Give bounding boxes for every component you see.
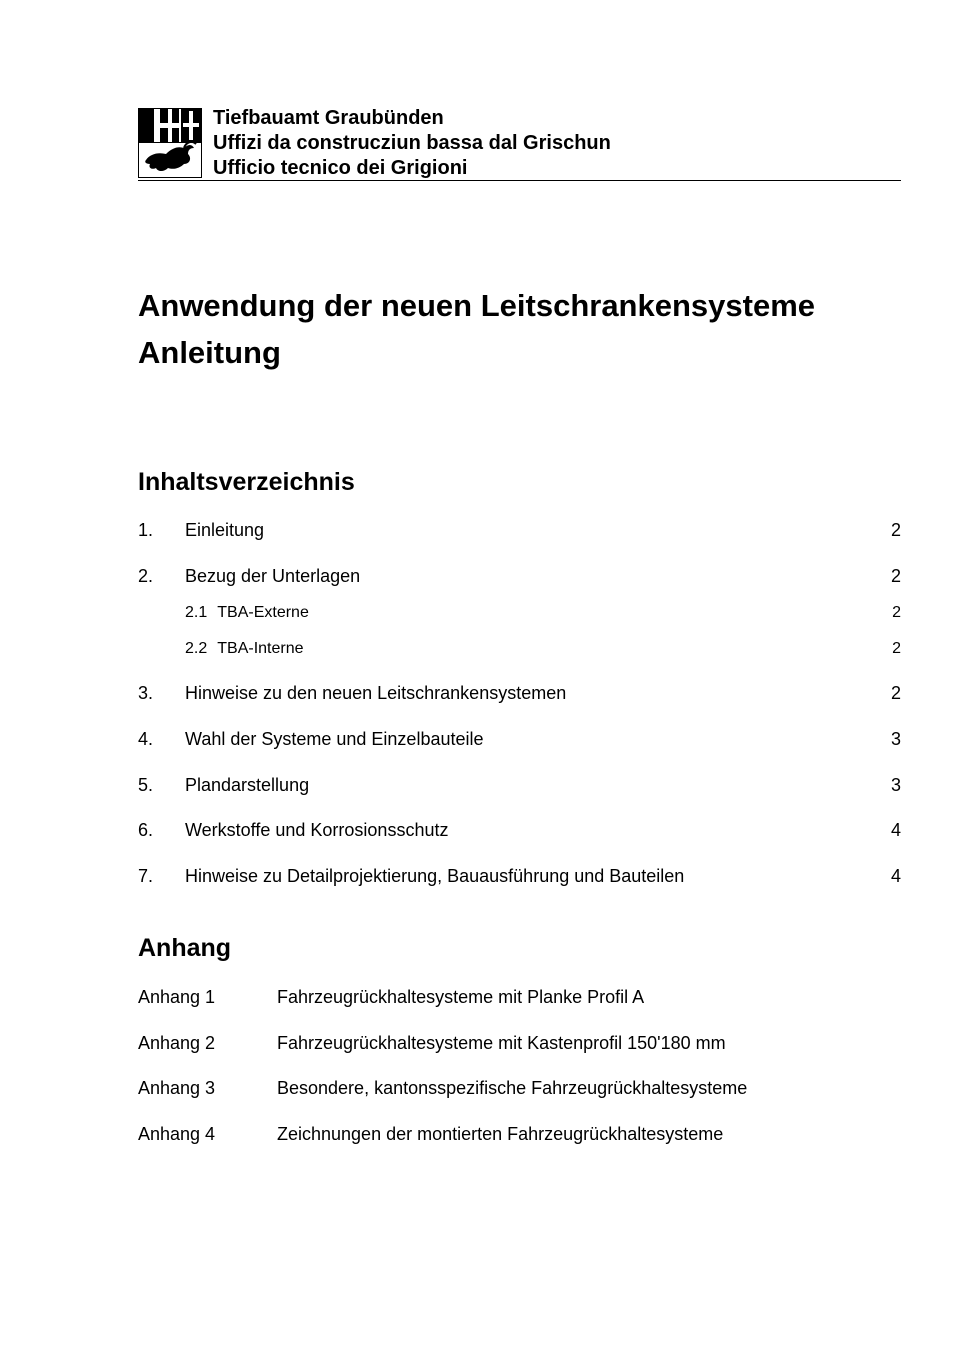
toc-entry[interactable] — [138, 727, 901, 751]
toc-entry-page: 3 — [890, 729, 901, 749]
toc-subentry-title — [185, 601, 309, 625]
toc-subentry-page: 2 — [892, 640, 901, 657]
annex-entry-label: Anhang 1 — [138, 987, 216, 1007]
annex-entry[interactable] — [138, 1122, 901, 1146]
toc-entry-title: Bezug der Unterlagen — [185, 566, 361, 586]
toc-entry[interactable] — [138, 773, 901, 797]
annex-entry-label: Anhang 3 — [138, 1078, 216, 1098]
toc-entry-page: 4 — [890, 866, 901, 886]
annex-heading: Anhang — [138, 934, 232, 962]
annex-entry-label: Anhang 4 — [138, 1124, 216, 1144]
toc-entry-number: 6. — [138, 820, 154, 840]
coat-of-arms-icon — [138, 108, 202, 178]
toc-entry-title: Wahl der Systeme und Einzelbauteile — [185, 729, 484, 749]
toc-subentry-label: TBA-Externe — [217, 604, 309, 621]
toc-entry[interactable] — [138, 564, 901, 588]
annex-entry-title: Fahrzeugrückhaltesysteme mit Planke Profil A — [277, 987, 645, 1007]
toc-entry-number: 3. — [138, 683, 154, 703]
toc-entry-number: 1. — [138, 520, 154, 540]
toc-entry-number: 2. — [138, 566, 154, 586]
toc-heading: Inhaltsverzeichnis — [138, 468, 355, 496]
title-line-2: Anleitung — [138, 335, 281, 370]
toc-entry-page: 4 — [890, 820, 901, 840]
letterhead — [138, 106, 901, 181]
toc-subentry-page: 2 — [892, 604, 901, 621]
toc-entry[interactable] — [138, 864, 901, 888]
toc-entry-number: 4. — [138, 729, 154, 749]
toc-subentry-title — [185, 637, 304, 661]
toc-subentry-number: 2.1 — [185, 604, 208, 621]
annex-entry-title: Besondere, kantonsspezifische Fahrzeugrückhaltesysteme — [277, 1078, 748, 1098]
org-name-italian: Ufficio tecnico dei Grigioni — [213, 157, 468, 179]
organization-names — [213, 106, 611, 181]
toc-entry-page: 2 — [890, 520, 901, 540]
toc-entry-title: Plandarstellung — [185, 775, 310, 795]
toc-entry-title: Hinweise zu den neuen Leitschrankensystemen — [185, 683, 567, 703]
toc-subentry-number: 2.2 — [185, 640, 208, 657]
toc-entry-number: 7. — [138, 866, 154, 886]
annex-entry-title: Fahrzeugrückhaltesysteme mit Kastenprofil 150'180 mm — [277, 1033, 726, 1053]
toc-entry-number: 5. — [138, 775, 154, 795]
toc-entry-page: 3 — [890, 775, 901, 795]
annex-entry[interactable] — [138, 985, 901, 1009]
toc-entry-page: 2 — [890, 683, 901, 703]
toc-entry-page: 2 — [890, 566, 901, 586]
document-title — [138, 282, 815, 376]
toc-subentry[interactable] — [138, 637, 901, 661]
annex-entry[interactable] — [138, 1076, 901, 1100]
toc-entry[interactable] — [138, 518, 901, 542]
annex-entry[interactable] — [138, 1031, 901, 1055]
toc-subentry[interactable] — [138, 601, 901, 625]
toc-subentry-label: TBA-Interne — [217, 640, 304, 657]
annex-entry-label: Anhang 2 — [138, 1033, 216, 1053]
annex-entry-title: Zeichnungen der montierten Fahrzeugrückhaltesysteme — [277, 1124, 724, 1144]
toc-entry[interactable] — [138, 681, 901, 705]
toc-entry-title: Hinweise zu Detailprojektierung, Bauausführung und Bauteilen — [185, 866, 685, 886]
org-name-german: Tiefbauamt Graubünden — [213, 107, 444, 129]
org-name-romansh: Uffizi da construcziun bassa dal Grischun — [213, 132, 611, 154]
title-line-1: Anwendung der neuen Leitschrankensysteme — [138, 288, 816, 323]
toc-entry[interactable] — [138, 818, 901, 842]
toc-entry-title: Einleitung — [185, 520, 265, 540]
toc-entry-title: Werkstoffe und Korrosionsschutz — [185, 820, 449, 840]
